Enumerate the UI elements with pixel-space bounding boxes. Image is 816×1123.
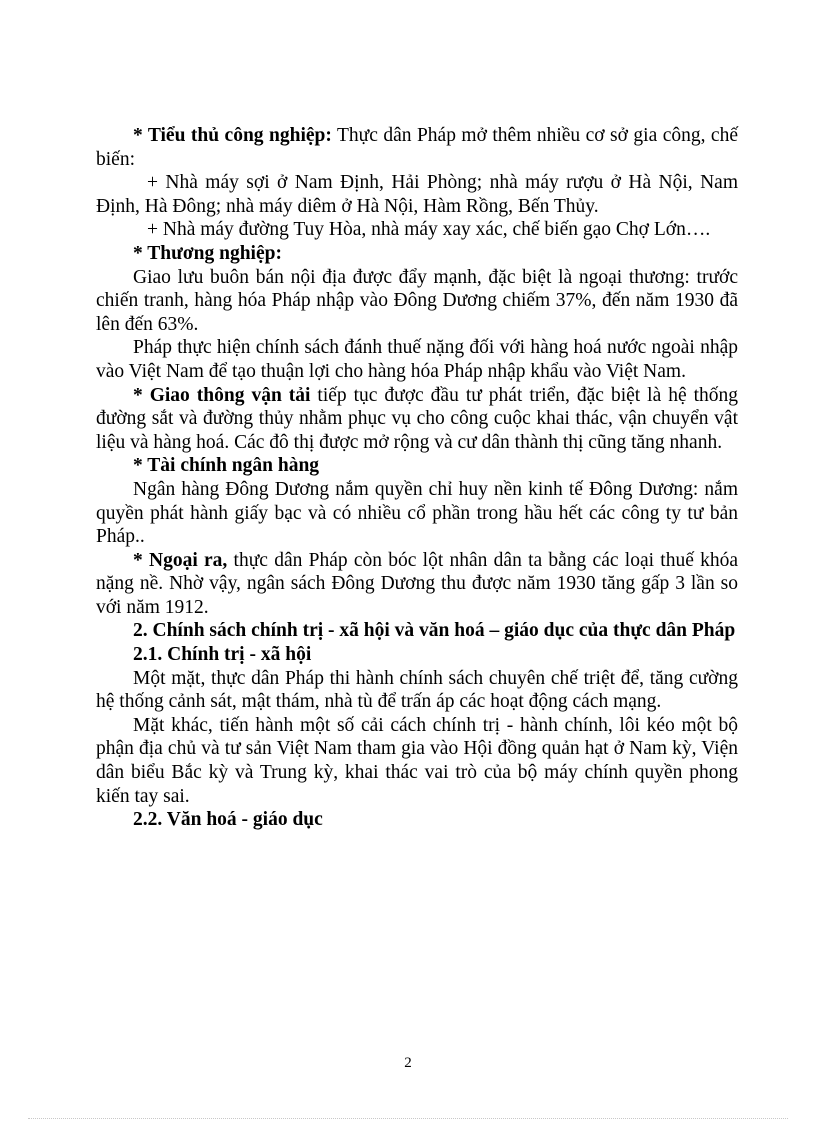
paragraph-giao-luu: Giao lưu buôn bán nội địa được đẩy mạnh, đặc biệt là ngoại thương: trước chiến tranh, hàng hóa Pháp nhập vào Đông Dương chiếm 37%, đến năm 1930 đã lên đến 63%. [96, 266, 738, 335]
heading-tieu-thu-cong-nghiep: * Tiểu thủ công nghiệp: [133, 125, 332, 146]
heading-ngoai-ra: * Ngoại ra, [133, 549, 228, 571]
paragraph-text: thực dân Pháp còn bóc lột nhân dân ta bằng các loại thuế khóa nặng nề. Nhờ vậy, ngân sách Đông Dương thu được năm 1930 tăng gấp 3 lần so với năm 1912. [96, 549, 739, 618]
heading-section-2-1: 2.1. Chính trị - xã hội [133, 644, 312, 666]
page-number: 2 [404, 1055, 412, 1071]
paragraph-thue: Pháp thực hiện chính sách đánh thuế nặng đối với hàng hoá nước ngoài nhập vào Việt Nam để tạo thuận lợi cho hàng hóa Pháp nhập khẩu vào Việt Nam. [96, 337, 738, 382]
paragraph-text: tiếp tục được đầu tư phát triển, đặc biệt là hệ thống đường sắt và đường thủy nhằm phục vụ cho công cuộc khai thác, vận chuyển vật liệu và hàng hoá. Các đô thị được mở rộng và cư dân thành thị cũng tăng nhanh. [96, 384, 739, 453]
paragraph-tieu-thu-cong-nghiep [96, 124, 738, 171]
heading-section-2: 2. Chính sách chính trị - xã hội và văn hoá – giáo dục của thực dân Pháp [133, 620, 736, 642]
paragraph-ngan-hang: Ngân hàng Đông Dương nắm quyền chỉ huy nền kinh tế Đông Dương: nắm quyền phát hành giấy bạc và có nhiều cổ phần trong hầu hết các công ty tư bản Pháp.. [96, 478, 738, 548]
document-body [96, 124, 738, 832]
heading-giao-thong-van-tai: * Giao thông vận tải [133, 384, 311, 406]
page-bottom-divider [28, 1118, 788, 1119]
paragraph-text: Thực dân Pháp mở thêm nhiều cơ sở gia công, chế biến: [96, 125, 738, 170]
paragraph-giao-thong [96, 384, 738, 455]
list-item-nha-may-soi: + Nhà máy sợi ở Nam Định, Hải Phòng; nhà máy rượu ở Hà Nội, Nam Định, Hà Đông; nhà máy diêm ở Hà Nội, Hàm Rồng, Bến Thủy. [96, 172, 738, 217]
paragraph-ngoai-ra [96, 549, 738, 620]
list-item-nha-may-duong: + Nhà máy đường Tuy Hòa, nhà máy xay xác, chế biến gạo Chợ Lớn…. [147, 219, 711, 241]
heading-section-2-2: 2.2. Văn hoá - giáo dục [133, 809, 323, 831]
heading-tai-chinh-ngan-hang: * Tài chính ngân hàng [133, 455, 320, 477]
paragraph-mot-mat: Một mặt, thực dân Pháp thi hành chính sách chuyên chế triệt để, tăng cường hệ thống cảnh sát, mật thám, nhà tù để trấn áp các hoạt động cách mạng. [96, 667, 738, 713]
heading-thuong-nghiep: * Thương nghiệp: [133, 242, 282, 264]
paragraph-mat-khac: Mặt khác, tiến hành một số cải cách chính trị - hành chính, lôi kéo một bộ phận địa chủ và tư sản Việt Nam tham gia vào Hội đồng quản hạt ở Nam kỳ, Viện dân biểu Bắc kỳ và Trung kỳ, khai thác vai trò của bộ máy chính quyền phong kiến tay sai. [96, 714, 738, 807]
